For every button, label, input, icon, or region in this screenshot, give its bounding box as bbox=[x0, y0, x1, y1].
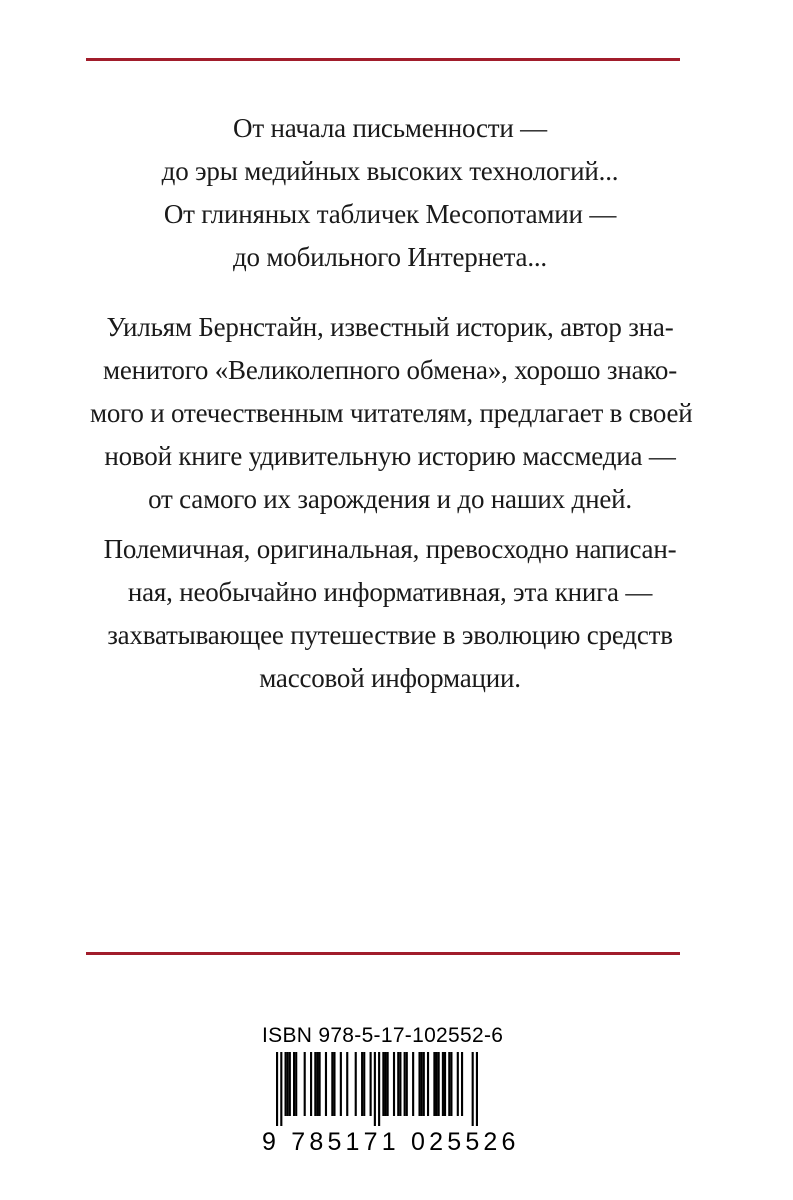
barcode-bar bbox=[346, 1052, 348, 1116]
barcode-bar bbox=[355, 1052, 357, 1116]
barcode-bar bbox=[325, 1052, 327, 1116]
barcode-bar bbox=[404, 1052, 406, 1116]
intro-line: От глиняных табличек Месопотамии — bbox=[163, 199, 617, 229]
barcode-bar bbox=[433, 1052, 435, 1116]
barcode-bar bbox=[276, 1052, 278, 1126]
barcode-bar bbox=[304, 1052, 306, 1116]
paragraph-line: от самого их зарождения и до наших дней. bbox=[148, 484, 632, 514]
barcode-bar bbox=[399, 1052, 401, 1116]
barcode-bar bbox=[472, 1052, 474, 1126]
barcode-bar bbox=[319, 1052, 321, 1116]
barcode-bar bbox=[461, 1052, 463, 1116]
barcode-bar bbox=[314, 1052, 316, 1116]
paragraph-line: ная, необычайно информативная, эта книга — bbox=[127, 577, 653, 607]
barcode-bar bbox=[397, 1052, 399, 1116]
paragraph-line: Уильям Бернстайн, известный историк, автор зна- bbox=[106, 312, 674, 342]
paragraph-line: менитого «Великолепного обмена», хорошо знако- bbox=[102, 355, 677, 385]
barcode-bar bbox=[384, 1052, 386, 1116]
bottom-rule bbox=[86, 952, 680, 955]
barcode-bar bbox=[423, 1052, 425, 1116]
barcode-bar bbox=[387, 1052, 389, 1116]
barcode-bar bbox=[363, 1052, 365, 1116]
barcode-bar bbox=[333, 1052, 335, 1116]
top-rule bbox=[86, 58, 680, 61]
barcode-bar bbox=[448, 1052, 450, 1116]
isbn-label: ISBN 978-5-17-102552-6 bbox=[262, 1024, 504, 1047]
barcode-bar bbox=[361, 1052, 363, 1116]
paragraph-line: массовой информации. bbox=[259, 663, 521, 693]
barcode-bar bbox=[378, 1052, 380, 1126]
barcode-bar bbox=[435, 1052, 437, 1116]
barcode-bar bbox=[316, 1052, 318, 1116]
barcode-bar bbox=[340, 1052, 342, 1116]
barcode-bar bbox=[444, 1052, 446, 1116]
barcode-bar bbox=[457, 1052, 459, 1116]
barcode-bar bbox=[418, 1052, 420, 1116]
barcode-bar bbox=[310, 1052, 312, 1116]
barcode-bar bbox=[289, 1052, 291, 1116]
barcode-bar bbox=[442, 1052, 444, 1116]
barcode-bar bbox=[331, 1052, 333, 1116]
paragraph-line: мого и отечественным читателям, предлагает в своей bbox=[90, 398, 693, 428]
barcode-bar bbox=[438, 1052, 440, 1116]
barcode-bar bbox=[427, 1052, 429, 1116]
paragraph-line: новой книге удивительную историю массмедиа — bbox=[104, 441, 676, 471]
intro-text bbox=[90, 107, 690, 279]
barcode-bar bbox=[450, 1052, 452, 1116]
barcode-bar bbox=[370, 1052, 372, 1116]
barcode-bar bbox=[421, 1052, 423, 1116]
intro-line: до мобильного Интернета... bbox=[233, 242, 547, 272]
isbn-block bbox=[262, 1024, 520, 1156]
barcode-bar bbox=[287, 1052, 289, 1116]
barcode-bar bbox=[285, 1052, 287, 1116]
description-paragraph-1 bbox=[90, 306, 693, 521]
barcode-bar bbox=[406, 1052, 408, 1116]
barcode-bar bbox=[393, 1052, 395, 1116]
paragraph-line: захватывающее путешествие в эволюцию средств bbox=[107, 620, 673, 650]
paragraph-line: Полемичная, оригинальная, превосходно написан- bbox=[103, 534, 677, 564]
description-paragraph-2 bbox=[90, 528, 690, 700]
barcode-bar bbox=[295, 1052, 297, 1116]
isbn-digits: 9 785171 025526 bbox=[262, 1128, 520, 1156]
barcode-bar bbox=[412, 1052, 414, 1116]
barcode-bar bbox=[382, 1052, 384, 1116]
barcode-bar bbox=[293, 1052, 295, 1116]
intro-line: От начала письменности — bbox=[233, 113, 547, 143]
barcode bbox=[262, 1052, 480, 1126]
barcode-bar bbox=[374, 1052, 376, 1126]
intro-line: до эры медийных высоких технологий... bbox=[161, 156, 619, 186]
barcode-bar bbox=[280, 1052, 282, 1126]
barcode-bar bbox=[476, 1052, 478, 1126]
